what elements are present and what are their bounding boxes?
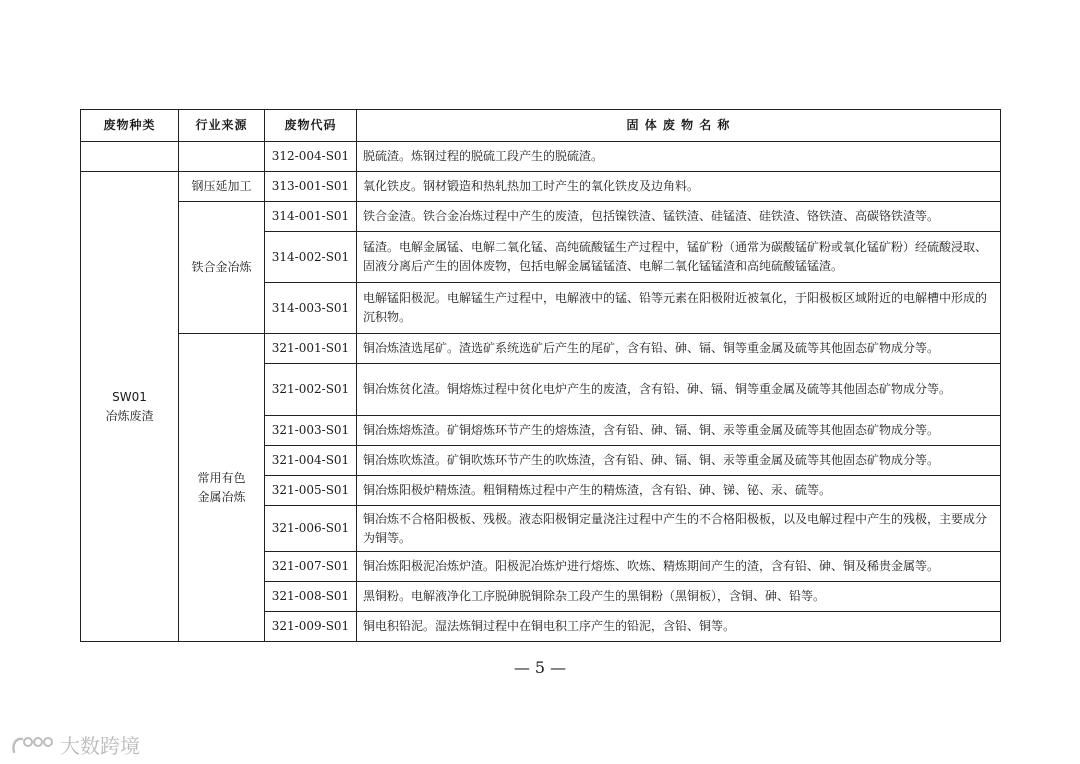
waste-description: 铜冶炼阳极炉精炼渣。粗铜精炼过程中产生的精炼渣，含有铅、砷、锑、铋、汞、硫等。 [357,476,1001,506]
waste-description: 铜冶炼贫化渣。铜熔炼过程中贫化电炉产生的废渣，含有铅、砷、镉、铜等重金属及硫等其他固态矿物成分等。 [357,364,1001,416]
waste-description: 铜电积铅泥。湿法炼铜过程中在铜电积工序产生的铅泥，含铅、铜等。 [357,612,1001,642]
table-row [81,202,1001,232]
waste-code: 314-002-S01 [265,232,357,283]
header-waste-name: 固 体 废 物 名 称 [357,110,1001,142]
waste-code: 321-009-S01 [265,612,357,642]
waste-code: 321-005-S01 [265,476,357,506]
watermark-text: 大数跨境 [60,734,140,758]
empty-category-cell [81,142,179,172]
waste-table [80,109,1001,642]
waste-description: 铜冶炼渣选尾矿。渣选矿系统选矿后产生的尾矿，含有铅、砷、镉、铜等重金属及硫等其他固态矿物成分等。 [357,334,1001,364]
header-waste-type: 废物种类 [81,110,179,142]
waste-description: 铜冶炼阳极泥冶炼炉渣。阳极泥冶炼炉进行熔炼、吹炼、精炼期间产生的渣，含有铅、砷、铜及稀贵金属等。 [357,552,1001,582]
waste-code: 321-003-S01 [265,416,357,446]
waste-code: 321-006-S01 [265,506,357,552]
waste-code: 321-004-S01 [265,446,357,476]
waste-description: 铜冶炼吹炼渣。矿铜吹炼环节产生的吹炼渣，含有铅、砷、镉、铜、汞等重金属及硫等其他固态矿物成分等。 [357,446,1001,476]
waste-code: 313-001-S01 [265,172,357,202]
waste-description: 铜冶炼不合格阳极板、残极。液态阳极铜定量浇注过程中产生的不合格阳极板，以及电解过程中产生的残极，主要成分为铜等。 [357,506,1001,552]
category-sw01 [81,172,179,642]
waste-code: 314-003-S01 [265,283,357,334]
waste-code: 314-001-S01 [265,202,357,232]
waste-description: 氧化铁皮。钢材锻造和热轧热加工时产生的氧化铁皮及边角料。 [357,172,1001,202]
header-industry-source: 行业来源 [179,110,265,142]
waste-code: 321-001-S01 [265,334,357,364]
source-ferroalloy: 铁合金冶炼 [179,202,265,334]
empty-source-cell [179,142,265,172]
category-label: SW01 冶炼废渣 [105,389,154,423]
waste-code: 321-008-S01 [265,582,357,612]
header-waste-code: 废物代码 [265,110,357,142]
watermark-logo-icon [10,734,54,756]
waste-description: 锰渣。电解金属锰、电解二氧化锰、高纯硫酸锰生产过程中，锰矿粉（通常为碳酸锰矿粉或氧化锰矿粉）经硫酸浸取、固液分离后产生的固体废物，包括电解金属锰锰渣、电解二氧化锰锰渣和高纯硫酸锰锰渣。 [357,232,1001,283]
waste-description: 铁合金渣。铁合金冶炼过程中产生的废渣，包括镍铁渣、锰铁渣、硅锰渣、硅铁渣、铬铁渣、高碳铬铁渣等。 [357,202,1001,232]
waste-description: 黑铜粉。电解液净化工序脱砷脱铜除杂工段产生的黑铜粉（黑铜板），含铜、砷、铅等。 [357,582,1001,612]
table-row [81,142,1001,172]
waste-code: 321-002-S01 [265,364,357,416]
page-number: — 5 — [513,658,567,677]
waste-description: 电解锰阳极泥。电解锰生产过程中，电解液中的锰、铅等元素在阳极附近被氧化，于阳极板区域附近的电解槽中形成的沉积物。 [357,283,1001,334]
table-row [81,334,1001,364]
source-nonferrous: 常用有色金属冶炼 [179,334,265,642]
waste-description: 脱硫渣。炼钢过程的脱硫工段产生的脱硫渣。 [357,142,1001,172]
source-steel-rolling: 钢压延加工 [179,172,265,202]
table-header-row [81,110,1001,142]
waste-description: 铜冶炼熔炼渣。矿铜熔炼环节产生的熔炼渣，含有铅、砷、镉、铜、汞等重金属及硫等其他固态矿物成分等。 [357,416,1001,446]
waste-code: 312-004-S01 [265,142,357,172]
table-row [81,172,1001,202]
watermark [10,730,140,759]
waste-code: 321-007-S01 [265,552,357,582]
